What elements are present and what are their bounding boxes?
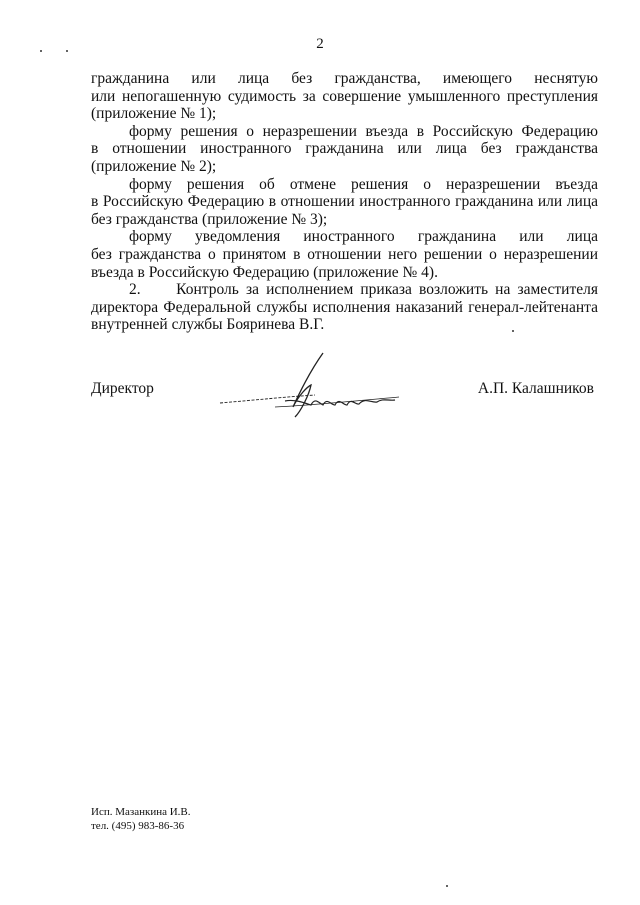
executor-name: Исп. Мазанкина И.В. (91, 806, 191, 818)
paragraph-appendix-1 (91, 70, 598, 123)
text-line: форму решения об отмене решения о неразрешении въезда (129, 175, 598, 193)
text-line: гражданина или лица без гражданства, имеющего неснятую (91, 70, 598, 87)
paragraph-appendix-4 (91, 228, 598, 281)
text-line: (приложение № 2); (91, 157, 217, 175)
document-body (91, 70, 598, 334)
page-number: 2 (316, 36, 324, 52)
text-line: (приложение № 1); (91, 105, 217, 123)
scan-speck (40, 50, 42, 52)
executor-phone: тел. (495) 983-86-36 (91, 820, 185, 832)
text-line: без гражданства о принятом в отношении него решении о неразрешении (91, 245, 598, 263)
text-line: без гражданства (приложение № 3); (91, 210, 328, 228)
handwritten-signature (215, 345, 405, 425)
text-line: директора Федеральной службы исполнения наказаний генерал-лейтенанта (91, 298, 598, 316)
paragraph-appendix-2 (91, 123, 598, 176)
text-line: форму уведомления иностранного гражданина или лица (129, 228, 598, 246)
scan-speck (66, 50, 68, 52)
signatory-name: А.П. Калашников (477, 380, 594, 397)
executor-footer (91, 805, 191, 833)
text-line: 2. Контроль за исполнением приказа возложить на заместителя (129, 281, 598, 299)
paragraph-appendix-3 (91, 176, 598, 229)
text-line: в Российскую Федерацию в отношении иностранного гражданина или лица (91, 193, 598, 211)
text-line: въезда в Российскую Федерацию (приложение № 4). (91, 263, 438, 281)
signatory-role: Директор (91, 380, 154, 397)
text-line: или непогашенную судимость за совершение умышленного преступления (91, 87, 598, 105)
paragraph-control-clause (91, 281, 598, 334)
text-line: внутренней службы Бояринева В.Г. (91, 316, 325, 334)
scan-speck (446, 885, 448, 887)
text-line: форму решения о неразрешении въезда в Российскую Федерацию (129, 122, 598, 140)
text-line: в отношении иностранного гражданина или лица без гражданства (91, 140, 598, 158)
